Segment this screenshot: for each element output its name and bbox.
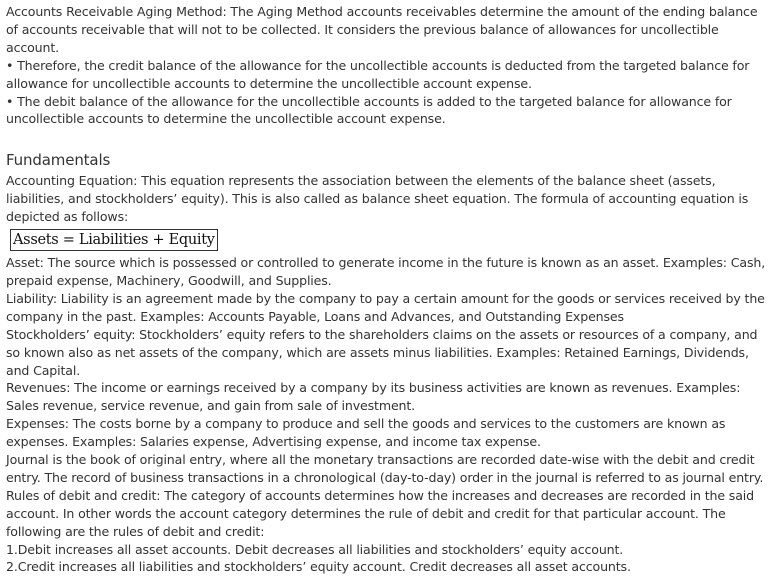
journal-paragraph: Journal is the book of original entry, where all the monetary transactions are recorded date-wise with the debit and credit entry. The record of business transactions in a chronological (day-to-day) order in the journal is referred to as journal entry. [6, 452, 764, 485]
expenses-paragraph: Expenses: The costs borne by a company to produce and sell the goods and services to the customers are known as expenses. Examples: Salaries expense, Advertising expense, and income tax expense. [6, 416, 726, 450]
aging-method-paragraph: Accounts Receivable Aging Method: The Aging Method accounts receivables determine the amount of the ending balance of accounts receivable that will not to be collected. It considers the previous balance of allowances for uncollectible account. [6, 4, 758, 55]
rule-1: 1.Debit increases all asset accounts. Debit decreases all liabilities and stockholders’ equity account. [6, 541, 624, 557]
bullet-credit-balance: • Therefore, the credit balance of the allowance for the uncollectible accounts is deducted from the targeted balance for allowance for uncollectible accounts to determine the uncollectible account expense. [6, 57, 750, 91]
rule-2: 2.Credit increases all liabilities and stockholders’ equity account. Credit decreases all asset accounts. [6, 559, 631, 575]
stockholders-equity-paragraph: Stockholders’ equity: Stockholders’ equity refers to the shareholders claims on the assets or resources of a company, and so known also as net assets of the company, which are assets minus liabilities. Examples: Retained Earnings, Dividends, and Capital. [6, 326, 758, 378]
accounting-equation-paragraph: Accounting Equation: This equation represents the association between the elements of the balance sheet (assets, liabilities, and stockholders’ equity). This is also called as balance sheet equation. The formula of accounting equation is depicted as follows: [6, 173, 749, 225]
equation-container [6, 226, 772, 254]
asset-paragraph: Asset: The source which is possessed or controlled to generate income in the future is known as an asset. Examples: Cash, prepaid expense, Machinery, Goodwill, and Supplies. [6, 255, 766, 288]
accounting-equation-formula: Assets = Liabilities + Equity [10, 229, 218, 251]
liability-paragraph: Liability: Liability is an agreement made by the company to pay a certain amount for the goods or services received by the company in the past. Examples: Accounts Payable, Loans and Advances, and Outstanding Expenses [6, 290, 765, 324]
rules-paragraph: Rules of debit and credit: The category of accounts determines how the increases and decreases are recorded in the said account. In other words the account category determines the rule of debit and credit for that particular account. The following are the rules of debit and credit: [6, 487, 754, 539]
bullet-debit-balance: • The debit balance of the allowance for the uncollectible accounts is added to the targeted balance for allowance for uncollectible accounts to determine the uncollectible account expense. [6, 93, 732, 127]
revenues-paragraph: Revenues: The income or earnings received by a company by its business activities are known as revenues. Examples: Sales revenue, service revenue, and gain from sale of investment. [6, 380, 741, 414]
fundamentals-heading: Fundamentals [6, 151, 111, 170]
